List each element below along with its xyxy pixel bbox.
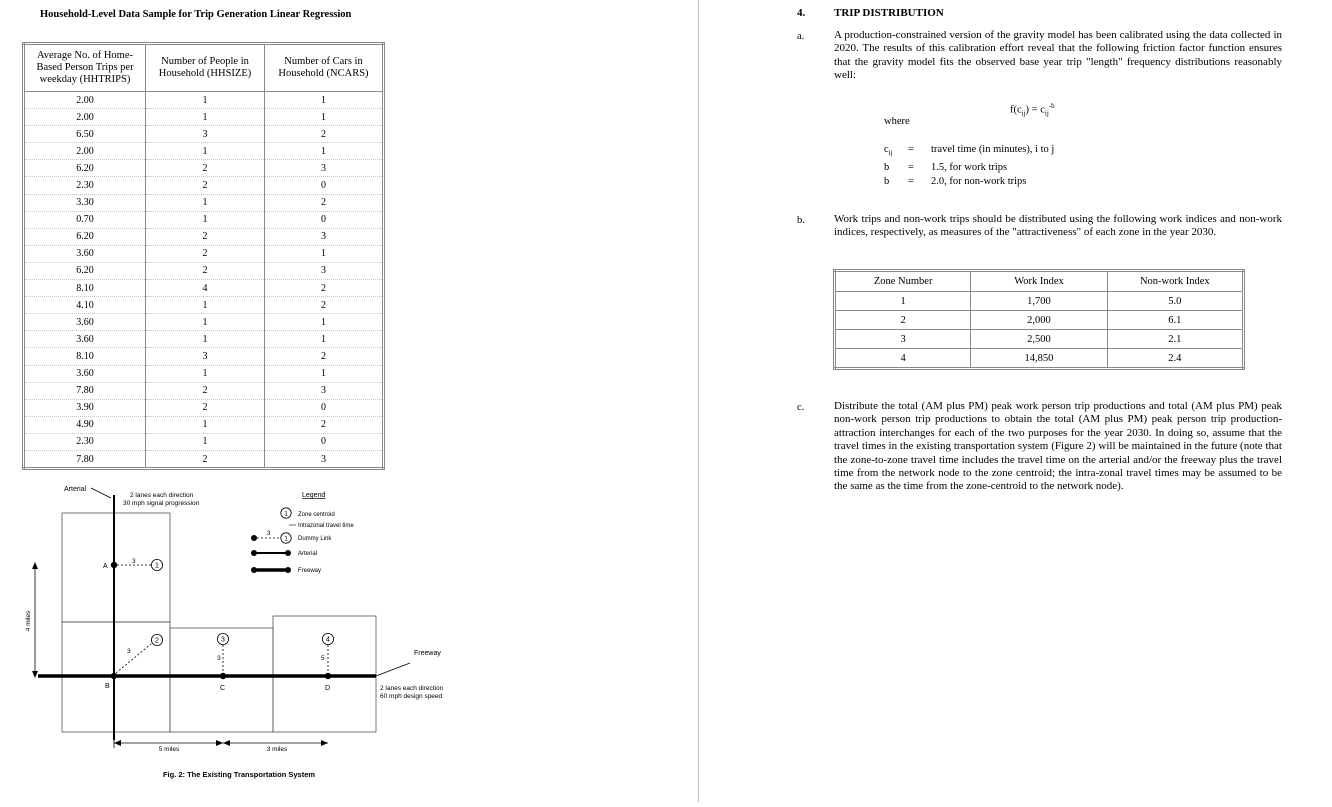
definition-eq: = — [908, 161, 914, 173]
arterial-note-2: 30 mph signal progression — [123, 500, 200, 507]
cell-hhtrips: 2.00 — [24, 92, 146, 109]
page-divider — [698, 0, 699, 802]
dim-arrow-mid-right — [223, 740, 230, 746]
definition-row — [884, 161, 1054, 176]
item-c-label: c. — [797, 402, 805, 413]
node-d — [325, 673, 331, 679]
cell-hhsize: 1 — [146, 297, 265, 314]
node-a-label: A — [103, 563, 108, 570]
cell-hhsize: 4 — [146, 280, 265, 297]
table-row — [24, 416, 384, 433]
cell-zone-number: 4 — [835, 349, 971, 369]
table-row — [24, 228, 384, 245]
freeway-label: Freeway — [414, 650, 441, 657]
cell-ncars: 1 — [265, 331, 384, 348]
cell-ncars: 3 — [265, 262, 384, 279]
link-time-z1: 3 — [132, 558, 136, 565]
table-row — [24, 314, 384, 331]
table-row — [24, 262, 384, 279]
cell-ncars: 2 — [265, 348, 384, 365]
cell-zone-number: 1 — [835, 292, 971, 311]
cell-ncars: 1 — [265, 143, 384, 160]
node-c — [220, 673, 226, 679]
table-row — [24, 160, 384, 177]
arterial-note-1: 2 lanes each direction — [130, 492, 194, 499]
freeway-note-2: 60 mph design speed — [380, 693, 443, 700]
cell-hhsize: 2 — [146, 450, 265, 468]
legend-dummy-node — [251, 535, 257, 541]
cell-ncars: 2 — [265, 126, 384, 143]
definition-row — [884, 143, 1054, 161]
formula-sub2: ij — [1044, 109, 1049, 118]
link-time-z2: 3 — [127, 648, 131, 655]
zone-centroid-2-label: 2 — [155, 637, 159, 645]
cell-work-index: 2,500 — [971, 330, 1107, 349]
definition-text: 1.5, for work trips — [931, 161, 1008, 173]
cell-hhsize: 1 — [146, 109, 265, 126]
table-row — [24, 433, 384, 450]
node-c-label: C — [220, 685, 226, 692]
definition-symbol: b — [884, 176, 890, 188]
zone-centroid-3-label: 3 — [221, 636, 225, 644]
table-row — [24, 126, 384, 143]
section-number: 4. — [797, 7, 806, 19]
legend-dummy-number: 3 — [267, 531, 271, 537]
cell-hhtrips: 6.20 — [24, 262, 146, 279]
cell-hhtrips: 7.80 — [24, 382, 146, 399]
cell-hhtrips: 2.30 — [24, 177, 146, 194]
item-b-text: Work trips and non-work trips should be distributed using the following work indices and non-work indices, respectively, as measures of the "attractiveness" of each zone in the year 2030. — [834, 213, 1282, 239]
cell-ncars: 0 — [265, 211, 384, 228]
cell-hhsize: 2 — [146, 177, 265, 194]
cell-hhsize: 2 — [146, 262, 265, 279]
table-row — [24, 194, 384, 211]
link-time-z3: 3 — [217, 655, 221, 662]
cell-ncars: 2 — [265, 297, 384, 314]
household-table-body — [24, 92, 384, 469]
legend-centroid-number: 1 — [284, 510, 288, 518]
cell-hhtrips: 3.60 — [24, 365, 146, 382]
zone-4-box — [273, 616, 376, 732]
table-header-row — [24, 44, 384, 92]
cell-work-index: 1,700 — [971, 292, 1107, 311]
cell-ncars: 0 — [265, 177, 384, 194]
cell-hhtrips: 3.90 — [24, 399, 146, 416]
item-b-label: b. — [797, 215, 805, 226]
legend-arterial-node-2 — [285, 550, 291, 556]
header-hhsize: Number of People in Household (HHSIZE) — [146, 44, 265, 92]
cell-hhsize: 2 — [146, 245, 265, 262]
cell-hhtrips: 7.80 — [24, 450, 146, 468]
cell-hhsize: 3 — [146, 126, 265, 143]
zone-header-work: Work Index — [971, 271, 1107, 292]
cell-work-index: 2,000 — [971, 311, 1107, 330]
legend-arterial-text: Arterial — [298, 551, 318, 557]
zone-table-row — [835, 349, 1244, 369]
table-row — [24, 143, 384, 160]
dim-vertical-arrow-top — [32, 562, 38, 569]
cell-ncars: 3 — [265, 228, 384, 245]
cell-hhsize: 1 — [146, 416, 265, 433]
cell-hhtrips: 3.60 — [24, 314, 146, 331]
cell-hhsize: 2 — [146, 399, 265, 416]
node-d-label: D — [325, 685, 331, 692]
zone-table-row — [835, 311, 1244, 330]
network-diagram — [0, 478, 698, 802]
cell-hhtrips: 6.50 — [24, 126, 146, 143]
definition-symbol: c — [884, 144, 889, 155]
legend-freeway-text: Freeway — [298, 568, 322, 574]
cell-hhtrips: 4.10 — [24, 297, 146, 314]
cell-hhsize: 2 — [146, 160, 265, 177]
cell-ncars: 2 — [265, 280, 384, 297]
legend-intrazonal-text: Intrazonal travel time — [298, 523, 354, 529]
cell-hhsize: 2 — [146, 382, 265, 399]
zone-table-row — [835, 292, 1244, 311]
dim-3-miles: 3 miles — [266, 746, 288, 753]
zone-header-nonwork: Non-work Index — [1107, 271, 1243, 292]
freeway-leader — [376, 663, 410, 676]
node-b — [111, 673, 117, 679]
cell-zone-number: 3 — [835, 330, 971, 349]
zone-centroid-4-label: 4 — [326, 636, 330, 644]
dim-arrow-left — [114, 740, 121, 746]
legend-title: Legend — [302, 492, 326, 499]
cell-hhtrips: 2.30 — [24, 433, 146, 450]
friction-formula — [1010, 100, 1055, 121]
cell-ncars: 2 — [265, 416, 384, 433]
cell-ncars: 1 — [265, 314, 384, 331]
definition-text: 2.0, for non-work trips — [931, 176, 1027, 188]
dim-arrow-mid-left — [216, 740, 223, 746]
table-row — [24, 109, 384, 126]
zone-header-zone: Zone Number — [835, 271, 971, 292]
formula-exp: -b — [1048, 102, 1055, 110]
cell-nonwork-index: 2.1 — [1107, 330, 1243, 349]
cell-work-index: 14,850 — [971, 349, 1107, 369]
cell-ncars: 1 — [265, 92, 384, 109]
definition-symbol: b — [884, 161, 890, 173]
cell-ncars: 3 — [265, 382, 384, 399]
legend-freeway-node-2 — [285, 567, 291, 573]
table-row — [24, 297, 384, 314]
legend-dummy-centroid-number: 1 — [284, 535, 288, 543]
item-a-text: A production-constrained version of the gravity model has been calibrated using the data collected in 2020. The results of this calibration effort reveal that the following friction factor function ensures that the gravity model fits the observed base year trip "length" frequency distributions reasonably well: — [834, 29, 1282, 82]
table-row — [24, 382, 384, 399]
figure-transportation-system — [0, 478, 698, 802]
household-data-table — [22, 42, 385, 470]
cell-nonwork-index: 5.0 — [1107, 292, 1243, 311]
cell-hhtrips: 2.00 — [24, 109, 146, 126]
definition-row — [884, 175, 1054, 190]
table-row — [24, 92, 384, 109]
cell-ncars: 0 — [265, 433, 384, 450]
cell-hhsize: 1 — [146, 143, 265, 160]
cell-ncars: 3 — [265, 160, 384, 177]
freeway-note-1: 2 lanes each direction — [380, 685, 444, 692]
node-a — [111, 562, 117, 568]
table-row — [24, 245, 384, 262]
dim-arrow-right — [321, 740, 328, 746]
cell-hhtrips: 8.10 — [24, 280, 146, 297]
table-row — [24, 348, 384, 365]
dim-4-miles: 4 miles — [25, 610, 32, 632]
section-title: TRIP DISTRIBUTION — [834, 7, 944, 19]
zone-centroid-1-label: 1 — [155, 562, 159, 570]
table-row — [24, 365, 384, 382]
cell-hhtrips: 6.20 — [24, 160, 146, 177]
cell-hhtrips: 0.70 — [24, 211, 146, 228]
cell-hhsize: 1 — [146, 365, 265, 382]
cell-ncars: 2 — [265, 194, 384, 211]
zone-index-table — [833, 269, 1245, 370]
table-row — [24, 177, 384, 194]
cell-ncars: 1 — [265, 365, 384, 382]
cell-hhtrips: 2.00 — [24, 143, 146, 160]
cell-hhtrips: 8.10 — [24, 348, 146, 365]
cell-nonwork-index: 6.1 — [1107, 311, 1243, 330]
cell-hhtrips: 6.20 — [24, 228, 146, 245]
definition-eq: = — [908, 144, 914, 155]
definition-eq: = — [908, 176, 914, 188]
cell-hhtrips: 3.60 — [24, 245, 146, 262]
zone-table-header-row — [835, 271, 1244, 292]
arterial-leader — [91, 488, 111, 498]
definitions-list — [884, 143, 1054, 190]
cell-ncars: 1 — [265, 109, 384, 126]
cell-hhtrips: 4.90 — [24, 416, 146, 433]
formula-sub: ij — [1021, 109, 1026, 118]
definition-symbol-sub: ij — [888, 149, 893, 158]
cell-nonwork-index: 2.4 — [1107, 349, 1243, 369]
dummy-link-2 — [116, 644, 151, 673]
link-time-z4: 5 — [321, 655, 325, 662]
cell-hhtrips: 3.60 — [24, 331, 146, 348]
dim-5-miles: 5 miles — [158, 746, 180, 753]
table-row — [24, 399, 384, 416]
legend-dummy-text: Dummy Link — [298, 536, 332, 542]
table-row — [24, 211, 384, 228]
header-hhtrips: Average No. of Home-Based Person Trips per weekday (HHTRIPS) — [24, 44, 146, 92]
figure-caption: Fig. 2: The Existing Transportation System — [162, 770, 316, 779]
cell-hhsize: 3 — [146, 348, 265, 365]
dim-vertical-arrow-bottom — [32, 671, 38, 678]
where-label: where — [884, 116, 910, 127]
legend-centroid-text: Zone centroid — [298, 512, 335, 518]
formula-mid: ) = c — [1025, 104, 1045, 116]
cell-ncars: 1 — [265, 245, 384, 262]
zone-table-body — [835, 292, 1244, 369]
definition-text: travel time (in minutes), i to j — [931, 144, 1055, 155]
item-c-text: Distribute the total (AM plus PM) peak work person trip productions and total (AM plus PM) peak non-work person trip productions to obtain the total (AM plus PM) peak person trip production-attraction interchanges for each of the two purposes for the year 2030. In doing so, assume that the travel times in the existing transportation system (Figure 2) will be maintained in the future (note that the zone-to-zone travel time includes the travel time on the arterial and/or the freeway plus the travel time from the network node to the zone centroid; the intra-zonal travel times may be assumed to be the same as the time from the zone-centroid to the network node). — [834, 400, 1282, 493]
cell-hhsize: 1 — [146, 331, 265, 348]
cell-ncars: 0 — [265, 399, 384, 416]
formula-lhs: f(c — [1010, 104, 1022, 116]
table-row — [24, 450, 384, 468]
left-page-title: Household-Level Data Sample for Trip Generation Linear Regression — [40, 9, 352, 20]
table-row — [24, 331, 384, 348]
cell-hhtrips: 3.30 — [24, 194, 146, 211]
header-ncars: Number of Cars in Household (NCARS) — [265, 44, 384, 92]
zone-table-row — [835, 330, 1244, 349]
cell-hhsize: 1 — [146, 92, 265, 109]
cell-hhsize: 1 — [146, 194, 265, 211]
cell-hhsize: 1 — [146, 314, 265, 331]
table-row — [24, 280, 384, 297]
cell-ncars: 3 — [265, 450, 384, 468]
arterial-label: Arterial — [64, 486, 87, 493]
cell-zone-number: 2 — [835, 311, 971, 330]
cell-hhsize: 1 — [146, 211, 265, 228]
cell-hhsize: 2 — [146, 228, 265, 245]
cell-hhsize: 1 — [146, 433, 265, 450]
node-b-label: B — [105, 683, 110, 690]
item-a-label: a. — [797, 31, 805, 42]
